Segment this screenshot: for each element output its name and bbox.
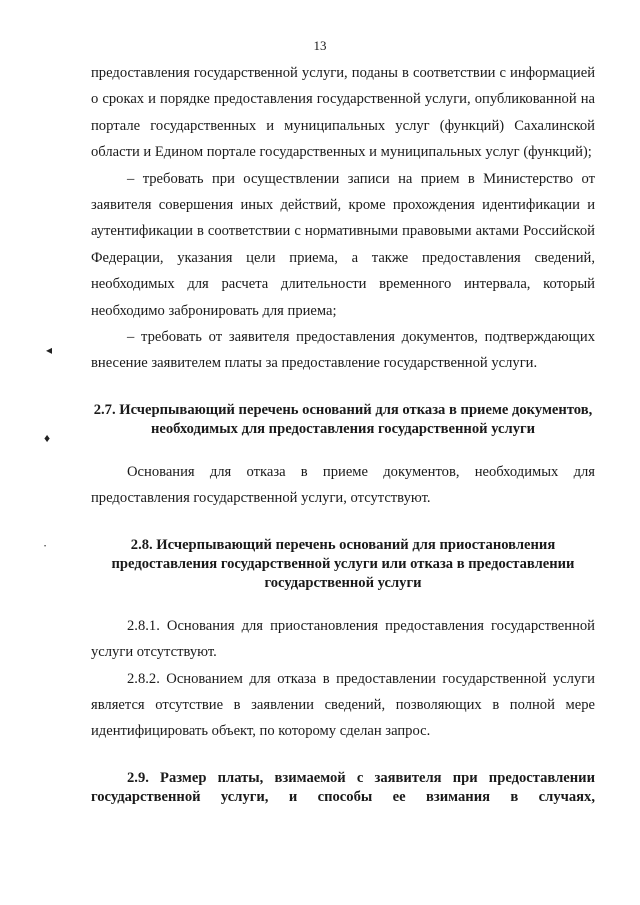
section-heading-2-9: 2.9. Размер платы, взимаемой с заявителя при предоставлении государственной услуги, и способы ее взимания в случаях, [91,769,595,805]
paragraph: 2.8.1. Основания для приостановления предоставления государственной услуги отсутствуют. [91,617,595,661]
section-heading-2-7: 2.7. Исчерпывающий перечень оснований для отказа в приеме документов, необходимых для предоставления государственной услуги [93,401,593,437]
margin-mark: ♦ [44,431,51,445]
section-heading-2-8: 2.8. Исчерпывающий перечень оснований для приостановления предоставления государственной услуги или отказа в предоставлении государственной услуги [111,536,575,591]
paragraph: Основания для отказа в приеме документов, необходимых для предоставления государственной услуги, отсутствуют. [91,463,595,507]
page-number: 13 [313,38,327,53]
margin-mark: • [44,544,47,550]
paragraph: – требовать при осуществлении записи на прием в Министерство от заявителя совершения иных действий, кроме прохождения идентификации и аутентификации в соответствии с нормативными правовыми актами Российской Федерации, указания цели приема, а также предоставления сведений, необходимых для расчета длительности временного интервала, который необходимо забронировать для приема; [91,170,595,319]
paragraph: предоставления государственной услуги, поданы в соответствии с информацией о сроках и порядке предоставления государственной услуги, опубликованной на портале государственных и муниципальных услуг (функций) Сахалинской области и Едином портале государственных и муниципальных услуг (функций); [91,65,595,161]
paragraph: 2.8.2. Основанием для отказа в предоставлении государственной услуги является отсутствие в заявлении сведений, позволяющих в полной мере идентифицировать объект, по которому сделан запрос. [91,670,595,740]
margin-mark: ◂ [46,343,53,357]
document-body [91,60,595,807]
paragraph: – требовать от заявителя предоставления документов, подтверждающих внесение заявителем платы за предоставление государственной услуги. [91,329,595,372]
